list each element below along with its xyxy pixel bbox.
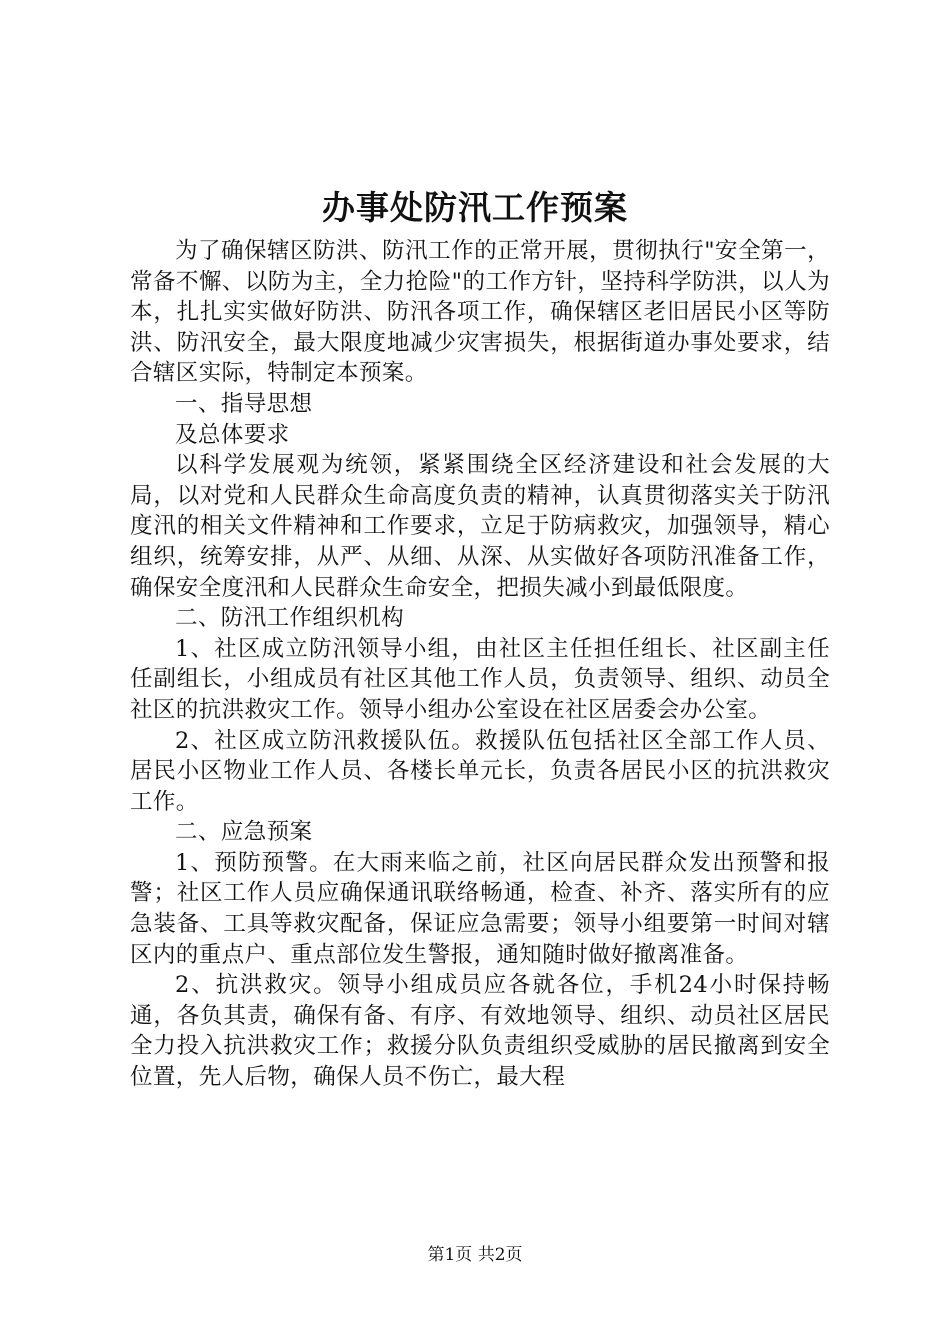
document-title: 办事处防汛工作预案	[322, 188, 628, 227]
page-footer: 第1页 共2页	[427, 1245, 523, 1265]
section-heading-organization: 二、防汛工作组织机构	[175, 605, 405, 632]
intro-paragraph: 为了确保辖区防洪、防汛工作的正常开展，贯彻执行"安全第一，常备不懈、以防为主，全力抢险"的工作方针，坚持科学防洪，以人为本，扎扎实实做好防洪、防汛各项工作，确保辖区老旧居民小区等防洪、防汛安全，最大限度地减少灾害损失，根据街道办事处要求，结合辖区实际，特制定本预案。	[130, 238, 830, 387]
emergency-item-1: 1、预防预警。在大雨来临之前，社区向居民群众发出预警和报警；社区工作人员应确保通讯联络畅通，检查、补齐、落实所有的应急装备、工具等救灾配备，保证应急需要；领导小组要第一时间对辖区内的重点户、重点部位发生警报，通知随时做好撤离准备。	[130, 849, 830, 968]
section-heading-overall-requirements: 及总体要求	[175, 421, 290, 448]
document-body	[130, 236, 830, 1093]
section-heading-emergency-plan: 二、应急预案	[175, 819, 313, 846]
emergency-item-2: 2、抗洪救灾。领导小组成员应各就各位，手机24小时保持畅通，各负其责，确保有备、有序、有效地领导、组织、动员社区居民全力投入抗洪救灾工作；救援分队负责组织受威胁的居民撤离到安全位置，先人后物，确保人员不伤亡，最大程	[130, 972, 830, 1091]
guiding-thought-paragraph: 以科学发展观为统领，紧紧围绕全区经济建设和社会发展的大局，以对党和人民群众生命高度负责的精神，认真贯彻落实关于防汛度汛的相关文件精神和工作要求，立足于防病救灾，加强领导，精心组织，统筹安排，从严、从细、从深、从实做好各项防汛准备工作，确保安全度汛和人民群众生命安全，把损失减小到最低限度。	[130, 452, 830, 601]
section-heading-guiding-thought: 一、指导思想	[175, 390, 313, 417]
organization-item-2: 2、社区成立防汛救援队伍。救援队伍包括社区全部工作人员、居民小区物业工作人员、各楼长单元长，负责各居民小区的抗洪救灾工作。	[130, 727, 830, 815]
organization-item-1: 1、社区成立防汛领导小组，由社区主任担任组长、社区副主任任副组长，小组成员有社区其他工作人员，负责领导、组织、动员全社区的抗洪救灾工作。领导小组办公室设在社区居委会办公室。	[130, 635, 830, 723]
